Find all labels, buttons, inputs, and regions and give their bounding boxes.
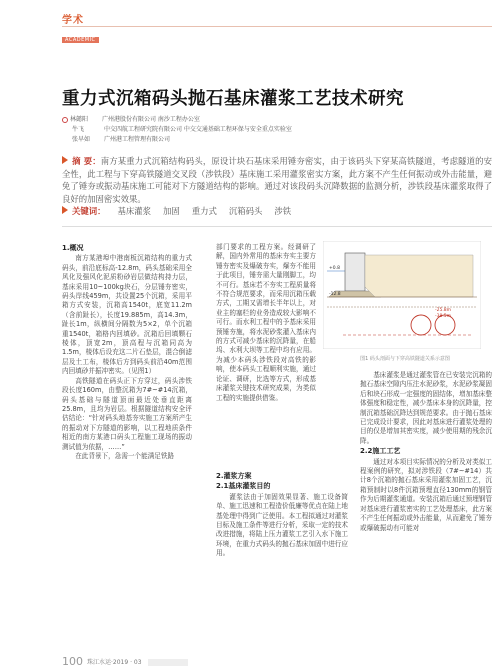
section-heading: 2.灌浆方案 xyxy=(216,472,252,480)
abstract-label: 摘 要： xyxy=(72,156,101,166)
author-row xyxy=(62,135,292,145)
journal-name: 珠江水运·2019 · 03 xyxy=(87,659,142,666)
body-paragraph: 在此背景下，急需一个能满足铁路 xyxy=(75,451,175,460)
author-list xyxy=(62,115,292,145)
body-paragraph: 高铁隧道在码头正下方穿过，码头涉铁段长度160m，由整沉箱为7#~#14沉箱，码头基础与隧道顶面最近处垂直距离25.8m，且均为岩层。根据隧道结构安全评估结论：“针对码头地基夯实施工方案所产生的振动对下方隧道的影响，以工程地质条件相近的南方某港口码头工程施工现场的振动测试值为依据，……” xyxy=(62,376,192,451)
body-column-2-lower xyxy=(216,471,348,559)
page-footer xyxy=(62,655,188,668)
author-affiliation: 广州港工程管理有限公司 xyxy=(104,136,171,143)
body-column-2 xyxy=(216,243,316,403)
author-affiliation: 广州港股份有限公司 南沙工程办公室 xyxy=(102,116,200,123)
keyword: 涉铁 xyxy=(274,206,292,216)
abstract-text: 南方某重力式沉箱结构码头，原设计块石基床采用锤夯密实，由于该码头下穿某高铁隧道，考虑隧道的安全性，此工程与下穿高铁隧道交叉段（涉铁段）基床施工采用灌浆密实方案，此方案不产生任何振动或外击能量，避免了锤夯或振动基床施工可能对下方隧道结构的影响。通过对该段码头沉降数据的监测分析，涉铁段基床灌浆取得了良好的加固密实效果。 xyxy=(62,156,492,204)
section-label: 学术 xyxy=(62,15,84,26)
body-paragraph: 通过对本项目实际情况的分析及对类似工程案例的研究，拟对涉铁段（7#~#14）共计8个沉箱的抛石基床采用灌浆加固工艺，沉箱预制时以8件沉箱预埋直径130mm的钢管作为后期灌浆通道。安装沉箱后通过预埋钢管对基床进行灌浆密实的工艺处理基床，此方案不产生任何振动或外击能量，从而避免了锤夯或爆破振动有可能对 xyxy=(360,457,492,532)
body-column-1 xyxy=(62,243,192,461)
keyword: 沉箱码头 xyxy=(228,206,263,216)
author-name: 牛飞 xyxy=(72,126,85,133)
author-row xyxy=(62,125,292,135)
author-affiliation: 中交四航工程研究院有限公司 中交交通基础工程环保与安全重点实验室 xyxy=(104,126,292,133)
author-name: 林懿阳 xyxy=(70,116,89,123)
keyword: 重力式 xyxy=(191,206,217,216)
cross-section-figure xyxy=(323,241,481,349)
elevation-label: +0.8 xyxy=(329,266,340,271)
keywords xyxy=(62,205,291,217)
section-label-en: ACADEMIC xyxy=(62,37,99,43)
author-name: 张早如 xyxy=(72,136,91,143)
keywords-label: 关键词： xyxy=(72,206,106,216)
keyword: 加固 xyxy=(163,206,180,216)
body-column-3 xyxy=(360,371,492,533)
subsection-heading: 2.2施工工艺 xyxy=(360,447,401,456)
body-paragraph: 部门要求的工程方案。经调研了解，国内外常用的基床夯实主要方锤夯密实及爆破夯实，爆夯不能用于此项目，锤夯需大量刚脚工，均不可行。基床若不夯实工程质量将不符合规范要求，而采用沉箱压载方式，工期又需增长半年以上，对业主的塞栏的业务造成较大影响不可行。而水利工程中的予基床采用预锤夯施，将水泥砂浆灌入基床内的方式可减少基床的沉降量，在船坞、水利大坝等工程中均有应用。为减少本码头涉铁段对高铁的影响，使本码头工程顺利实施，通过论证、调研，比选等方式，形成基床灌浆关键技术研究成果，为类似工程的实施提供借鉴。 xyxy=(216,243,316,402)
page-number: 100 xyxy=(62,655,83,668)
elevation-label: -25.8m xyxy=(435,308,452,313)
article-title: 重力式沉箱码头抛石基床灌浆工艺技术研究 xyxy=(62,89,404,109)
author-row xyxy=(62,115,292,125)
figure-caption: 图1 码头剖面与下穿高铁隧道关系示意图 xyxy=(360,356,450,362)
triangle-bullet-icon xyxy=(62,206,68,214)
footer-bar xyxy=(148,659,188,666)
abstract-divider xyxy=(62,226,492,227)
abstract xyxy=(62,155,492,205)
subsection-heading: 2.1基床灌浆目的 xyxy=(216,482,271,491)
body-paragraph: 灌浆法由于加固效果显著、施工设备简单、施工迅速和工程造价低廉等优点在陆上地基处理中得到广泛使用。本工程拟通过对灌浆目标及施工条件等进行分析，采取一定的技术改进措施，将陆上压力灌浆工艺引入水下施工环境，在重力式码头的抛石基床加固中进行应用。 xyxy=(216,492,348,558)
header-divider xyxy=(62,26,492,27)
body-paragraph: 基床灌浆是通过灌浆管在已安装完沉箱的抛石基床空隙内压注水泥砂浆，水泥砂浆凝固后和块石形成一定强度的固结体，增加基床整体强度和稳定性，减少基床本身的沉降量，控制沉箱基础沉降达到规范要求。由于抛石基床已完成设计要求，因此对基床进行灌浆处理的目的仅是增加其密实度，减少使用期的残余沉降。 xyxy=(360,371,492,445)
body-paragraph: 南方某港埠中港南板沉箱结构的重力式码头，前沿底标高-12.8m，码头基础采用全风化及强风化泥质粉砂岩层做结构持力层，基床采用10~100kg块石，分层锤夯密实，码头岸线459m，共设置25个沉箱，采用平箱方式安装，沉箱高1540t，底宽11.2m（含前趾长），长度19.885m，高14.3m，趾长1m，纵横间分隔数为5×2，单个沉箱重1540t，箱格内回填砂。沉箱后回填颗石棱体，顶宽2m，顶高程与沉箱同高为1.5m，棱体后设充这二片石垫层，混合倒滤层及土工布，棱体后方到码头前沿40m范围内回填砂并振冲密实。（见图1） xyxy=(62,254,192,376)
keyword: 基床灌浆 xyxy=(117,206,151,216)
triangle-bullet-icon xyxy=(62,156,68,164)
section-heading: 1.概况 xyxy=(62,244,84,252)
section-header xyxy=(62,11,99,45)
author-marker-icon xyxy=(62,117,68,123)
elevation-label: -38.5m xyxy=(435,314,452,319)
elevation-label: -12.8 xyxy=(329,292,341,297)
